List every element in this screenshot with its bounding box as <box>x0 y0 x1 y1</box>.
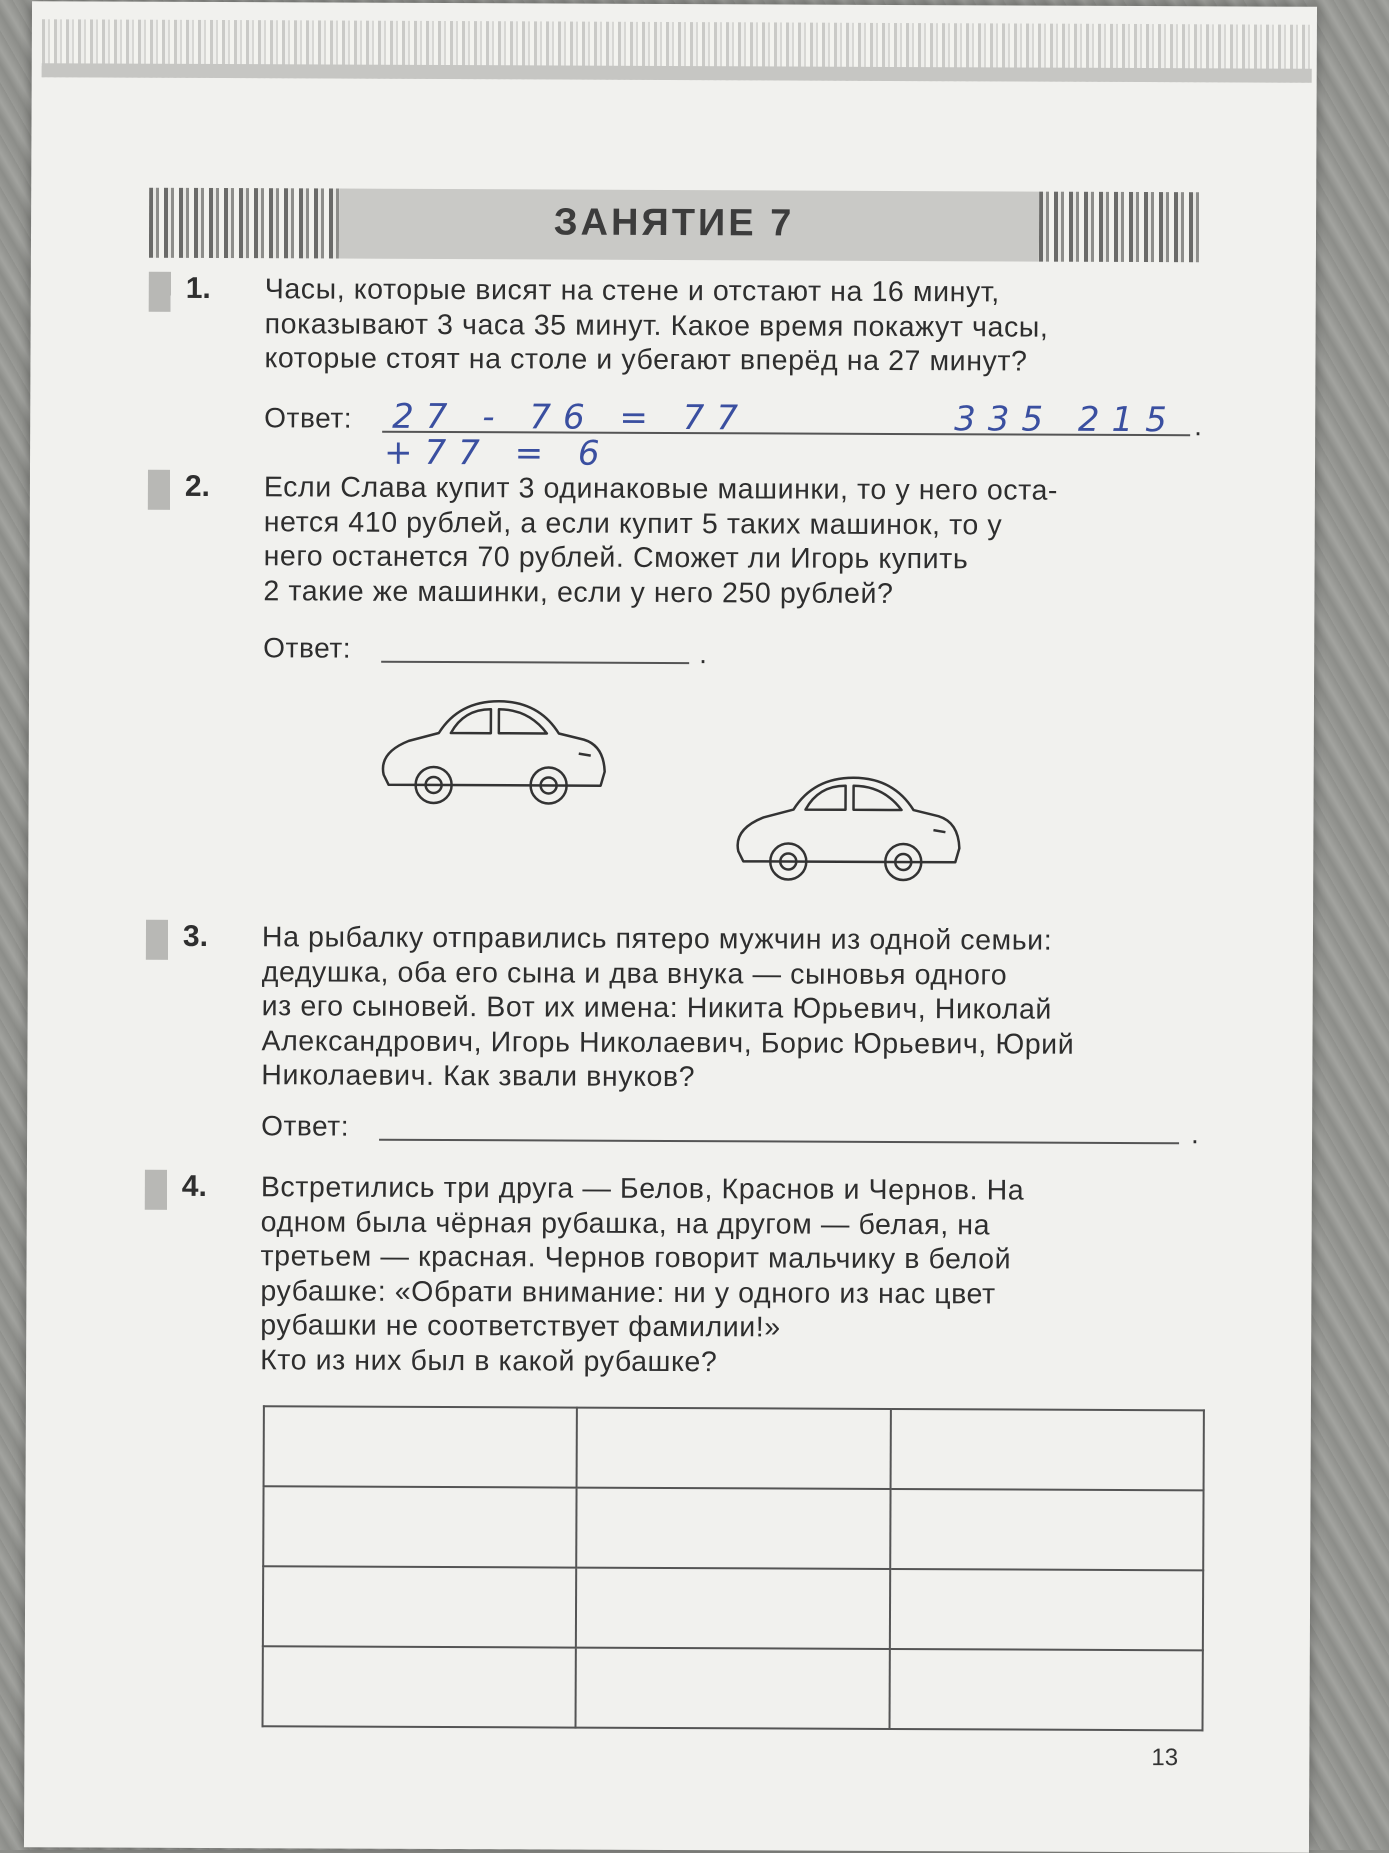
scan-strip <box>42 19 1312 83</box>
table-cell[interactable] <box>576 1568 890 1649</box>
table-cell[interactable] <box>890 1409 1204 1490</box>
table-cell[interactable] <box>576 1648 890 1729</box>
task-number: 2. <box>148 470 210 510</box>
table-cell[interactable] <box>890 1489 1204 1570</box>
task-text: Часы, которые висят на стене и отстают на 16 минут, показывают 3 часа 35 минут. Какое время покажут часы, которые стоят на столе и убегают вперёд на 27 минут? <box>264 273 1049 378</box>
handwritten-answer-right: 335 215 <box>954 399 1179 441</box>
answer-table <box>262 1405 1205 1731</box>
table-cell[interactable] <box>890 1569 1204 1650</box>
lesson-title: ЗАНЯТИЕ 7 <box>553 201 795 245</box>
answer-label: Ответ: <box>264 402 353 434</box>
answer-row <box>261 1110 1206 1154</box>
answer-label: Ответ: <box>261 1110 350 1142</box>
table-cell[interactable] <box>263 1646 577 1727</box>
table-cell[interactable] <box>263 1486 577 1567</box>
table-row <box>263 1566 1203 1650</box>
task-1 <box>149 271 1214 474</box>
task-4 <box>145 1169 1210 1378</box>
answer-line[interactable] <box>379 1139 1179 1144</box>
answer-dot: . <box>699 638 708 670</box>
table-row <box>263 1646 1203 1730</box>
table-cell[interactable] <box>263 1566 577 1647</box>
task-text: Если Слава купит 3 одинаковые машинки, то у него оста- нется 410 рублей, а если купит 5 таких машинок, то у него останется 70 рублей. Сможет ли Игорь купить 2 такие же машинки, если у него 250 рублей? <box>263 471 1059 610</box>
table-cell[interactable] <box>577 1408 891 1489</box>
cars-illustration <box>368 693 989 906</box>
task-3 <box>146 919 1211 1150</box>
table-cell[interactable] <box>889 1649 1203 1730</box>
task-text: На рыбалку отправились пятеро мужчин из одной семьи: дедушка, оба его сына и два внука — сыновья одного из его сыновей. Вот их имена: Никита Юрьевич, Николай Александрович, Игорь Николаевич, Борис Юрьевич, Юрий Николаевич. Как звали внуков? <box>261 921 1075 1094</box>
answer-dot: . <box>1191 1118 1199 1150</box>
car-icon <box>383 701 605 804</box>
task-2 <box>148 469 1213 670</box>
answer-label: Ответ: <box>263 632 352 664</box>
task-number: 1. <box>149 272 211 312</box>
answer-row <box>263 632 708 674</box>
table-row <box>263 1486 1203 1570</box>
handwritten-answer: 27 - 76 = 77 <box>392 396 751 439</box>
table-cell[interactable] <box>577 1488 891 1569</box>
task-number: 3. <box>146 920 208 960</box>
table-cell[interactable] <box>264 1406 578 1487</box>
task-number: 4. <box>145 1170 207 1210</box>
car-icon <box>737 777 959 880</box>
answer-dot: . <box>1194 410 1203 442</box>
page-number: 13 <box>1151 1744 1179 1772</box>
workbook-page <box>24 1 1317 1853</box>
lesson-header <box>149 188 1199 263</box>
answer-row <box>264 396 1209 474</box>
table-row <box>264 1406 1204 1490</box>
answer-line[interactable] <box>381 661 689 664</box>
task-text: Встретились три друга — Белов, Краснов и Чернов. На одном была чёрная рубашка, на другом — белая, на третьем — красная. Чернов говорит мальчику в белой рубашке: «Обрати внимание: ни у одного из нас цвет рубашки не соответствует фамилии!» Кто из них был в какой рубашке? <box>260 1171 1025 1378</box>
handwritten-answer-second-line: +77 = 6 <box>383 432 612 474</box>
